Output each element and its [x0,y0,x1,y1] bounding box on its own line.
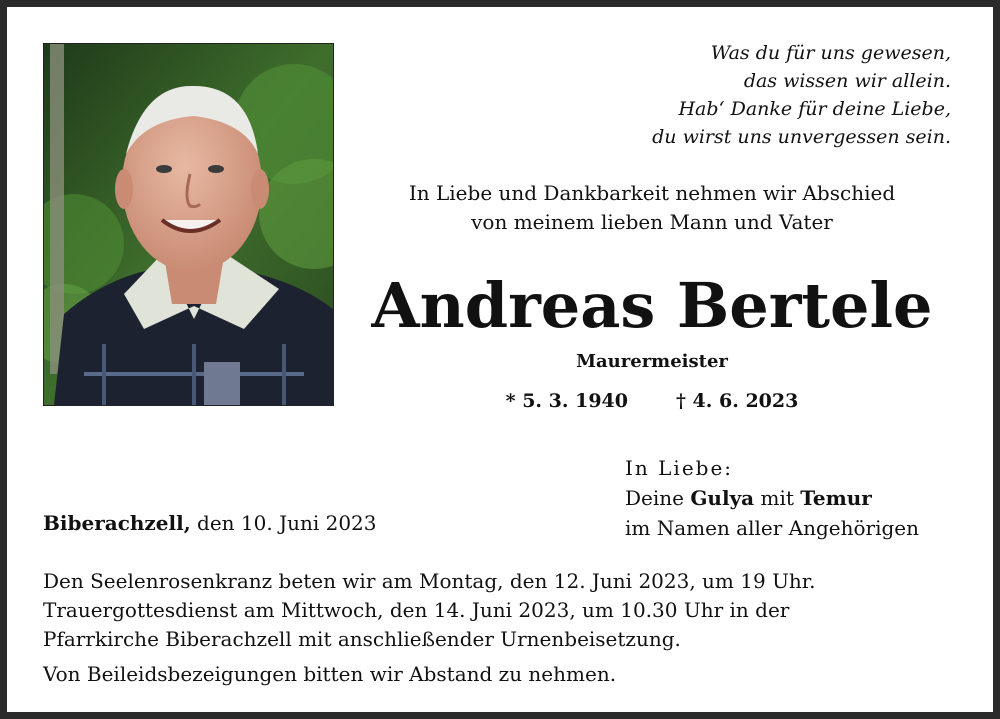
intro-line-1: In Liebe und Dankbarkeit nehmen wir Abschied [408,181,896,205]
signature-name-2: Temur [800,486,872,510]
note-line: Trauergottesdienst am Mittwoch, den 14. Juni 2023, um 10.30 Uhr in der [43,598,790,622]
portrait-photo [43,43,334,406]
signature-names [625,483,919,513]
birth-date: * 5. 3. 1940 [505,390,628,412]
note-line: Von Beileidsbezeigungen bitten wir Abstand zu nehmen. [43,662,617,686]
signature-block [625,453,919,543]
poem-line: du wirst uns unvergessen sein. [652,126,951,148]
death-date: † 4. 6. 2023 [676,390,799,412]
place: Biberachzell, [43,511,191,535]
deceased-name: Andreas Bertele [371,269,933,342]
intro-line-2: von meinem lieben Mann und Vater [471,210,833,234]
memorial-poem [611,39,951,151]
deceased-profession: Maurermeister [576,351,728,372]
funeral-notes [43,567,963,689]
note-line: Pfarrkirche Biberachzell mit anschließender Urnenbeisetzung. [43,627,681,651]
signature-heading: In Liebe: [625,456,734,480]
farewell-intro [347,179,957,237]
place-and-date [43,509,377,537]
signature-name-1: Gulya [690,486,755,510]
signature-connector: mit [760,486,794,510]
poem-line: Was du für uns gewesen, [710,42,951,64]
life-dates [347,387,957,415]
date: den 10. Juni 2023 [197,511,377,535]
poem-line: das wissen wir allein. [743,70,951,92]
signature-prefix: Deine [625,486,684,510]
signature-line-3: im Namen aller Angehörigen [625,516,920,540]
poem-line: Hab‘ Danke für deine Liebe, [678,98,951,120]
note-line: Den Seelenrosenkranz beten wir am Montag, den 12. Juni 2023, um 19 Uhr. [43,569,816,593]
